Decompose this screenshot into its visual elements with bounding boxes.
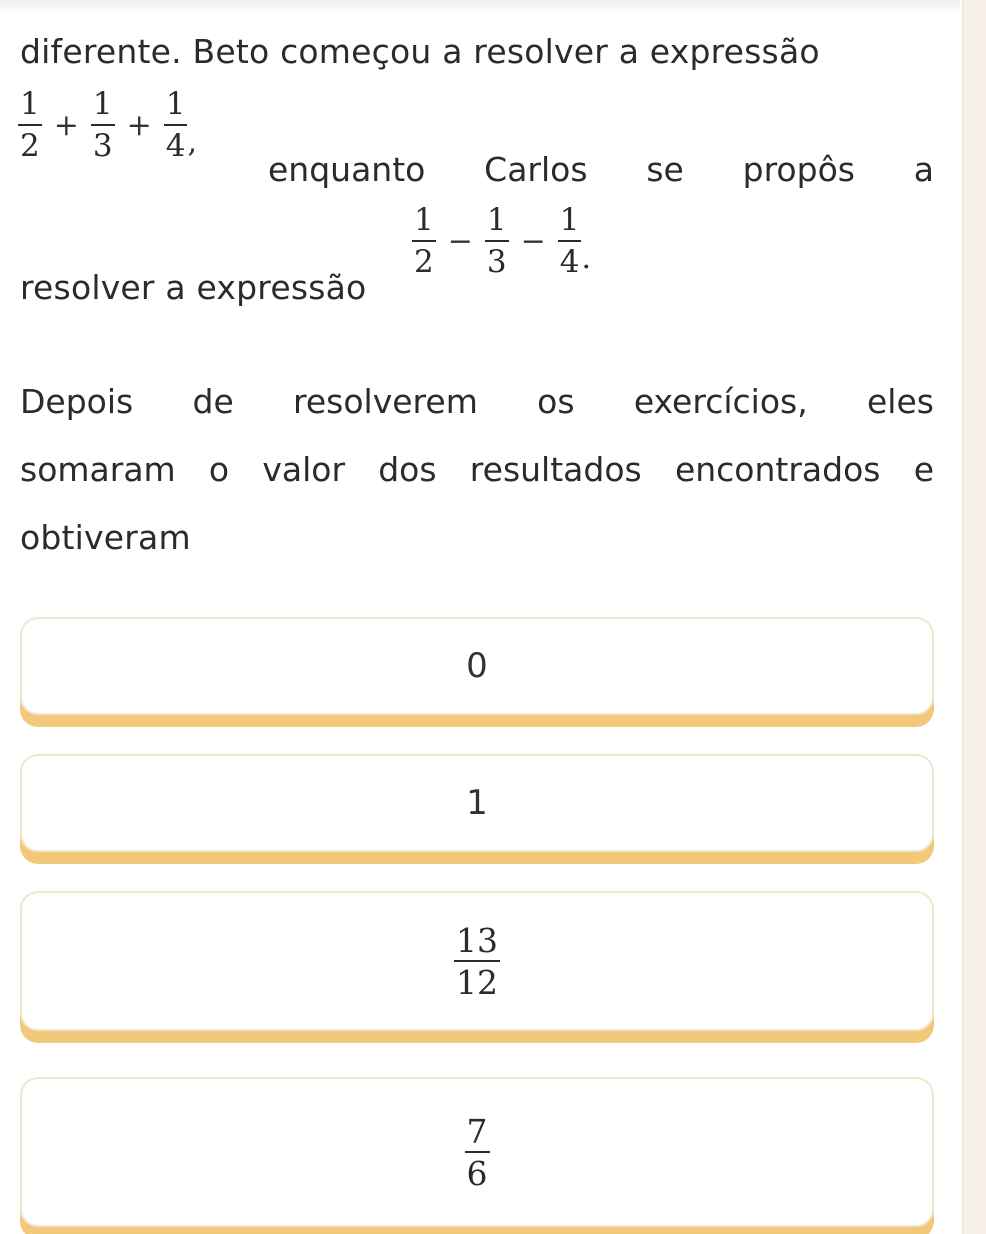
question-line-2: enquanto Carlos se propôs a	[268, 150, 934, 189]
answer-option-c[interactable]	[20, 891, 934, 1031]
minus-operator: −	[520, 224, 546, 259]
question-line-3: resolver a expressão	[20, 268, 367, 307]
comma: ,	[187, 125, 198, 160]
answer-option-b[interactable]	[20, 754, 934, 852]
plus-operator: +	[126, 108, 152, 143]
option-value: 0	[466, 646, 488, 686]
beto-expression	[18, 88, 197, 163]
option-fraction: $\frac{13}{12}$	[456, 920, 498, 1002]
fraction: $\frac{1}{3}$	[486, 202, 507, 280]
fraction: $\frac{1}{4}$	[165, 86, 186, 164]
fraction: $\frac{1}{3}$	[92, 86, 113, 164]
scrollbar-track[interactable]	[962, 0, 986, 1234]
question-line-6: obtiveram	[20, 518, 191, 557]
fraction: $\frac{1}{2}$	[414, 202, 434, 280]
answer-option-a[interactable]	[20, 617, 934, 715]
minus-operator: −	[447, 224, 473, 259]
question-line-5: somaram o valor dos resultados encontrados e	[20, 450, 934, 489]
plus-operator: +	[53, 108, 79, 143]
carlos-expression	[412, 204, 591, 279]
answer-option-d[interactable]	[20, 1077, 934, 1227]
previous-line-fade	[0, 0, 960, 14]
period: .	[581, 241, 592, 276]
fraction: $\frac{1}{4}$	[559, 202, 580, 280]
question-line-4: Depois de resolverem os exercícios, eles	[20, 382, 934, 421]
fraction: $\frac{1}{2}$	[20, 86, 40, 164]
question-line-1: diferente. Beto começou a resolver a expressão	[20, 32, 820, 71]
option-fraction: $\frac{7}{6}$	[466, 1111, 488, 1193]
option-value: 1	[466, 783, 488, 823]
